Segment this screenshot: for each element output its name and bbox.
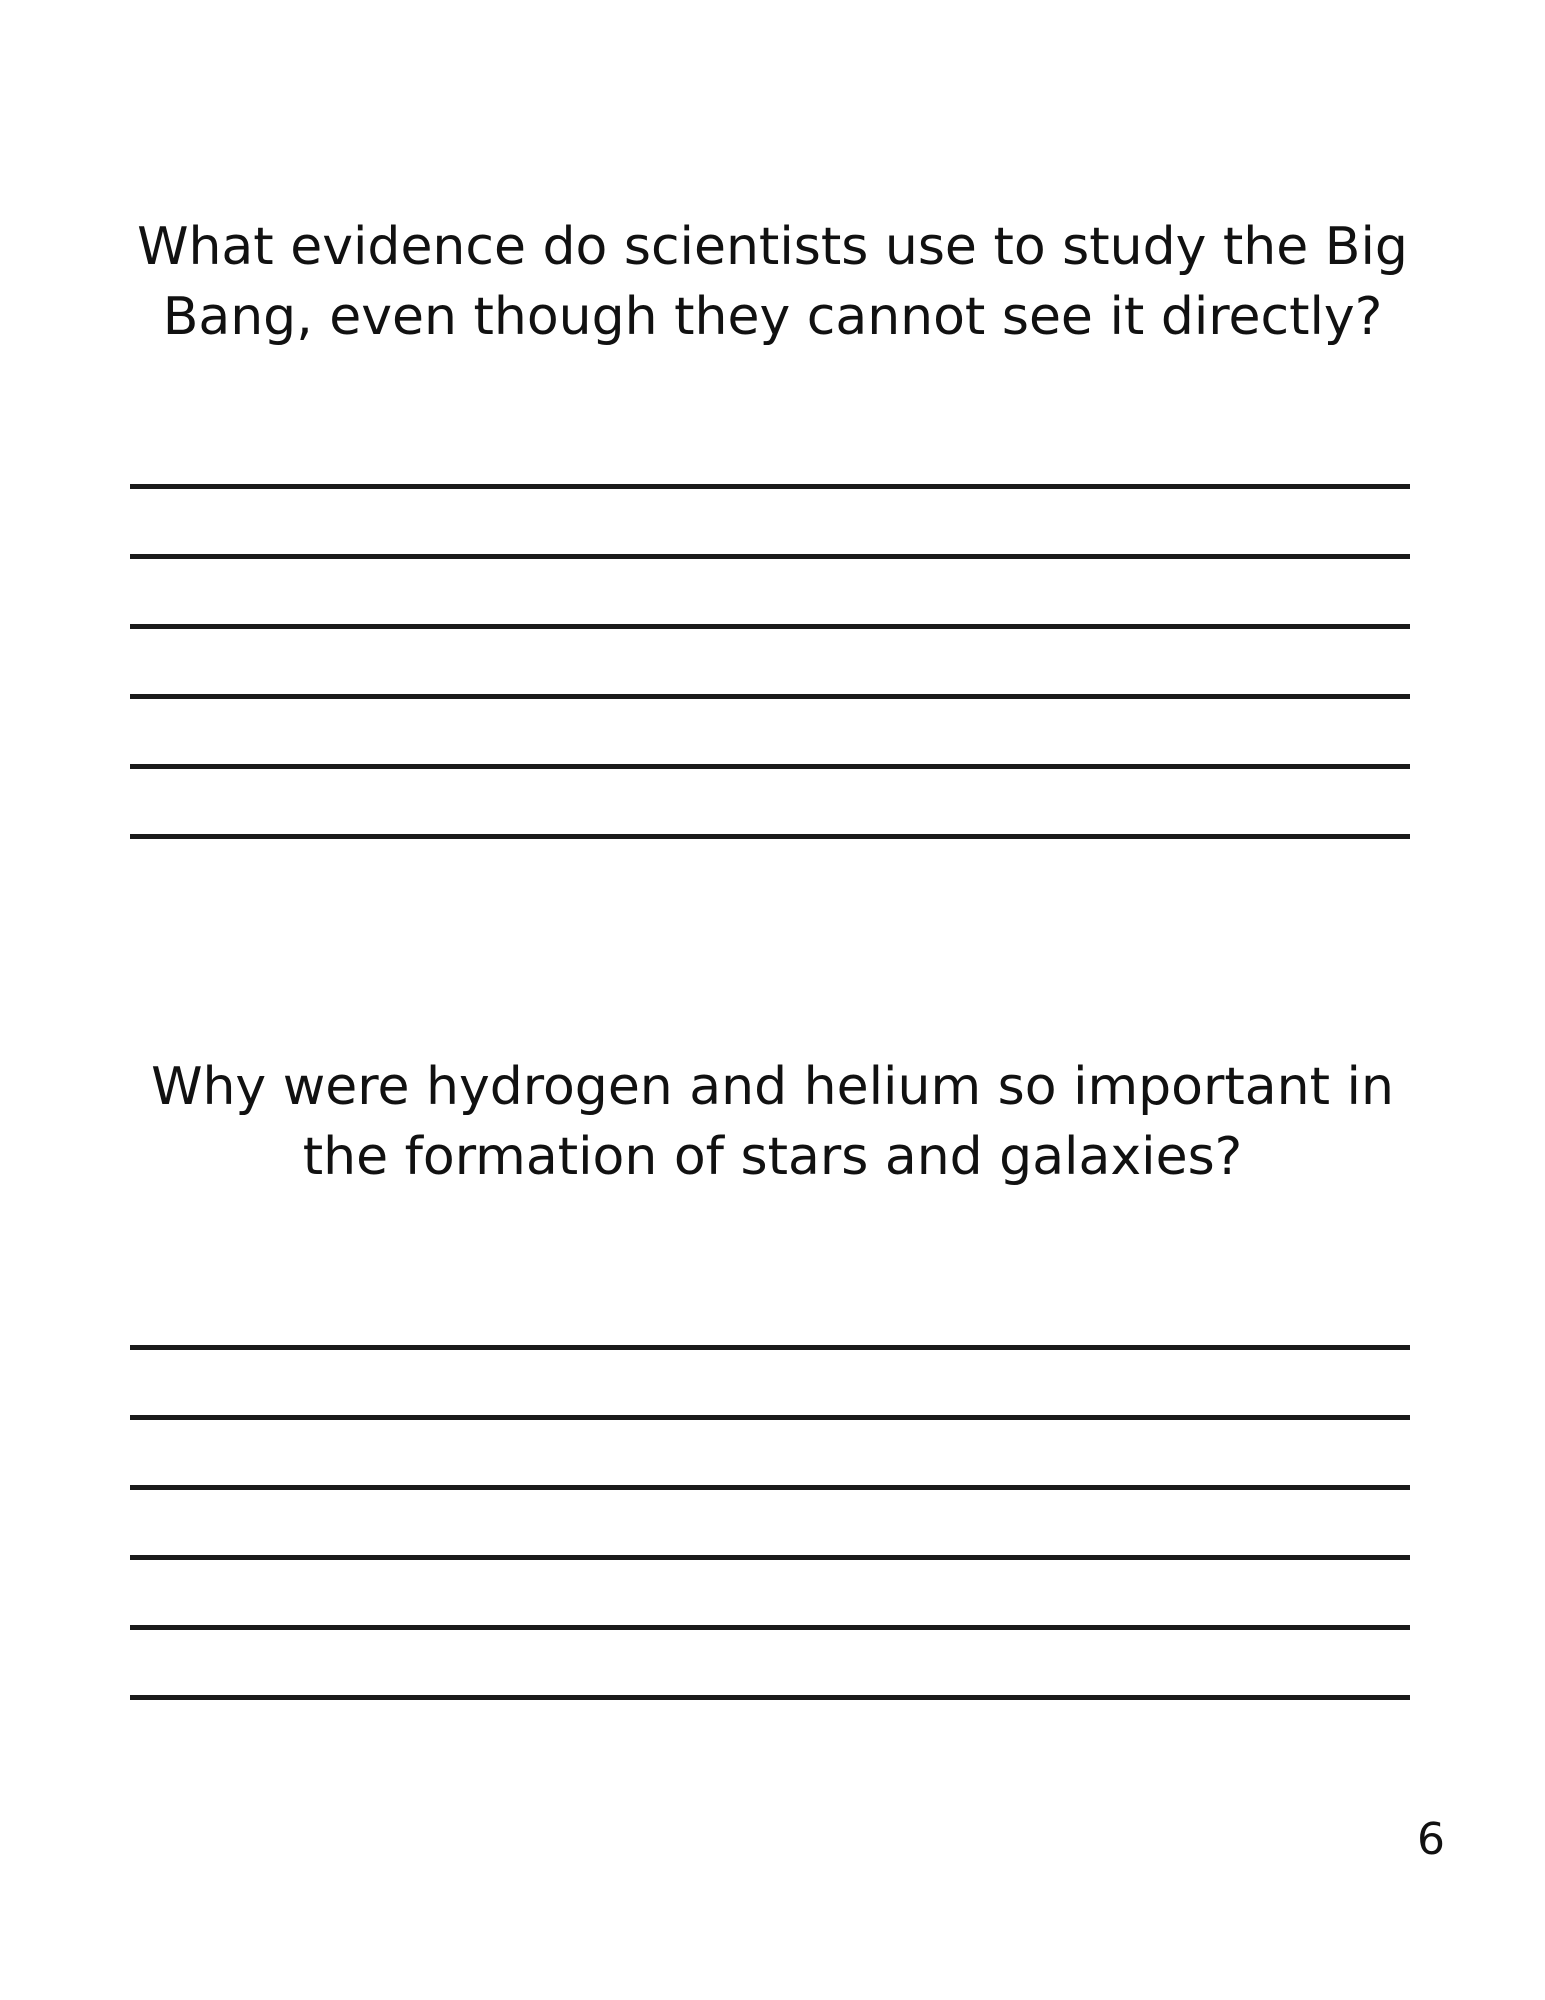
question-1-line-2: Bang, even though they cannot see it directly? [162,287,1383,347]
answer-line[interactable] [130,1695,1410,1700]
answer-line[interactable] [130,1625,1410,1630]
question-2-text [0,1052,1545,1192]
question-2-line-2: the formation of stars and galaxies? [302,1127,1243,1187]
question-2-line-1: Why were hydrogen and helium so important in [151,1057,1394,1117]
answer-line[interactable] [130,484,1410,489]
answer-line[interactable] [130,1555,1410,1560]
answer-line[interactable] [130,624,1410,629]
answer-line[interactable] [130,1345,1410,1350]
answer-line[interactable] [130,554,1410,559]
question-1-text [0,212,1545,352]
question-1-line-1: What evidence do scientists use to study the Big [137,217,1408,277]
answer-line[interactable] [130,694,1410,699]
answer-line[interactable] [130,834,1410,839]
answer-line[interactable] [130,1415,1410,1420]
answer-line[interactable] [130,1485,1410,1490]
answer-line[interactable] [130,764,1410,769]
page-number: 6 [1417,1814,1445,1865]
